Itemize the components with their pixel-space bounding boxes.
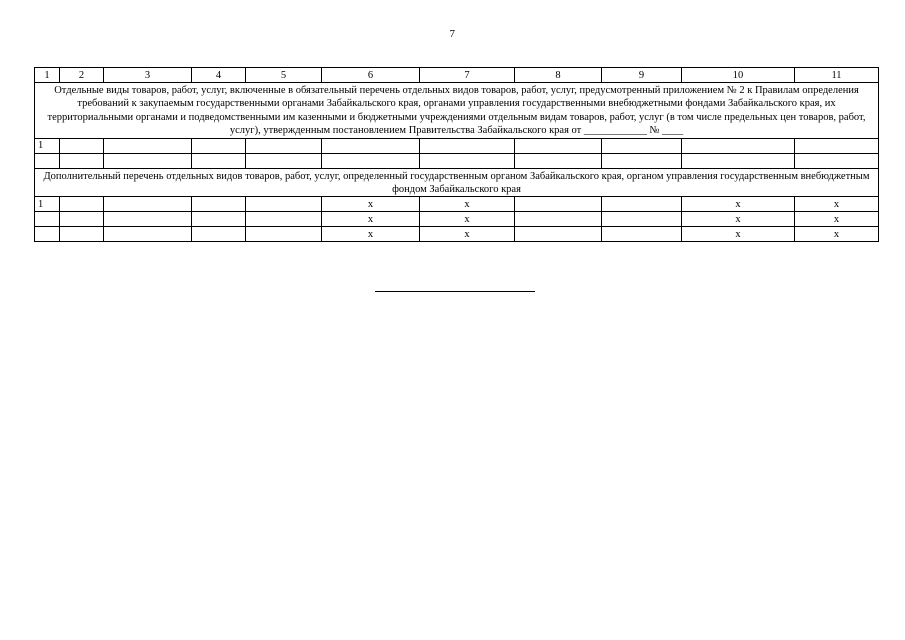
table-row xyxy=(35,153,879,168)
table-cell xyxy=(246,227,322,242)
table-cell xyxy=(104,197,192,212)
column-header: 5 xyxy=(246,68,322,83)
table-cell xyxy=(192,227,246,242)
table-cell: x xyxy=(682,197,795,212)
table-cell xyxy=(322,153,420,168)
column-header: 11 xyxy=(795,68,879,83)
section1-title: Отдельные виды товаров, работ, услуг, включенные в обязательный перечень отдельных видов товаров, работ, услуг, предусмотренный приложением № 2 к Правилам определения требований к закупаемым государственными органами Забайкальского края, органами управления государственными внебюджетными фондами Забайкальского края, их территориальными органами и подведомственными им казенными и бюджетными учреждениями отдельным видам товаров, работ, услуг (в том числе предельных цен товаров, работ, услуг), утвержденным постановлением Правительства Забайкальского края от ____________ № ____ xyxy=(35,83,879,139)
table-cell xyxy=(60,212,104,227)
table-cell xyxy=(35,227,60,242)
table-cell xyxy=(60,153,104,168)
table-cell xyxy=(192,197,246,212)
section-header-row xyxy=(35,83,879,139)
table-cell xyxy=(515,227,602,242)
requirements-table xyxy=(34,67,879,242)
table-cell xyxy=(35,153,60,168)
table-cell xyxy=(682,153,795,168)
table-row xyxy=(35,212,879,227)
table-cell xyxy=(602,227,682,242)
column-header: 4 xyxy=(192,68,246,83)
table-cell: x xyxy=(795,212,879,227)
table-cell xyxy=(322,138,420,153)
column-header: 3 xyxy=(104,68,192,83)
column-header: 9 xyxy=(602,68,682,83)
column-header: 1 xyxy=(35,68,60,83)
table-cell xyxy=(60,227,104,242)
table-cell xyxy=(60,197,104,212)
table-cell: x xyxy=(795,227,879,242)
table-row xyxy=(35,197,879,212)
table-cell: x xyxy=(420,212,515,227)
table-cell xyxy=(515,138,602,153)
table-cell: x xyxy=(322,227,420,242)
table-cell: x xyxy=(682,227,795,242)
section-header-row xyxy=(35,168,879,197)
table-cell xyxy=(246,153,322,168)
table-cell xyxy=(602,212,682,227)
footer-divider xyxy=(375,291,535,292)
table-row xyxy=(35,227,879,242)
table-cell xyxy=(192,212,246,227)
table-cell xyxy=(246,138,322,153)
table-cell: x xyxy=(322,197,420,212)
table-cell xyxy=(420,138,515,153)
table-cell: x xyxy=(420,197,515,212)
page-number: 7 xyxy=(449,28,456,40)
table-cell: 1 xyxy=(35,138,60,153)
table-cell xyxy=(602,197,682,212)
table-cell xyxy=(602,153,682,168)
table-cell xyxy=(420,153,515,168)
table-cell xyxy=(246,197,322,212)
table-cell: x xyxy=(795,197,879,212)
table-cell xyxy=(104,138,192,153)
column-header: 2 xyxy=(60,68,104,83)
table-cell xyxy=(104,153,192,168)
column-header: 6 xyxy=(322,68,420,83)
table-cell xyxy=(602,138,682,153)
table-cell xyxy=(515,153,602,168)
table-cell xyxy=(35,212,60,227)
table-cell xyxy=(795,138,879,153)
table-body xyxy=(35,68,879,242)
table-cell xyxy=(60,138,104,153)
table-cell xyxy=(682,138,795,153)
table-cell xyxy=(246,212,322,227)
table-cell: x xyxy=(682,212,795,227)
table-cell xyxy=(795,153,879,168)
section2-title: Дополнительный перечень отдельных видов товаров, работ, услуг, определенный государственным органом Забайкальского края, органом управления государственным внебюджетным фондом Забайкальского края xyxy=(35,168,879,197)
table-cell xyxy=(192,153,246,168)
table-cell xyxy=(515,212,602,227)
column-header: 10 xyxy=(682,68,795,83)
column-header: 7 xyxy=(420,68,515,83)
header-row xyxy=(35,68,879,83)
table-cell: x xyxy=(322,212,420,227)
table-cell xyxy=(515,197,602,212)
table-cell: 1 xyxy=(35,197,60,212)
table-cell xyxy=(104,212,192,227)
table-cell xyxy=(192,138,246,153)
table-cell xyxy=(104,227,192,242)
table-cell: x xyxy=(420,227,515,242)
column-header: 8 xyxy=(515,68,602,83)
table-row xyxy=(35,138,879,153)
